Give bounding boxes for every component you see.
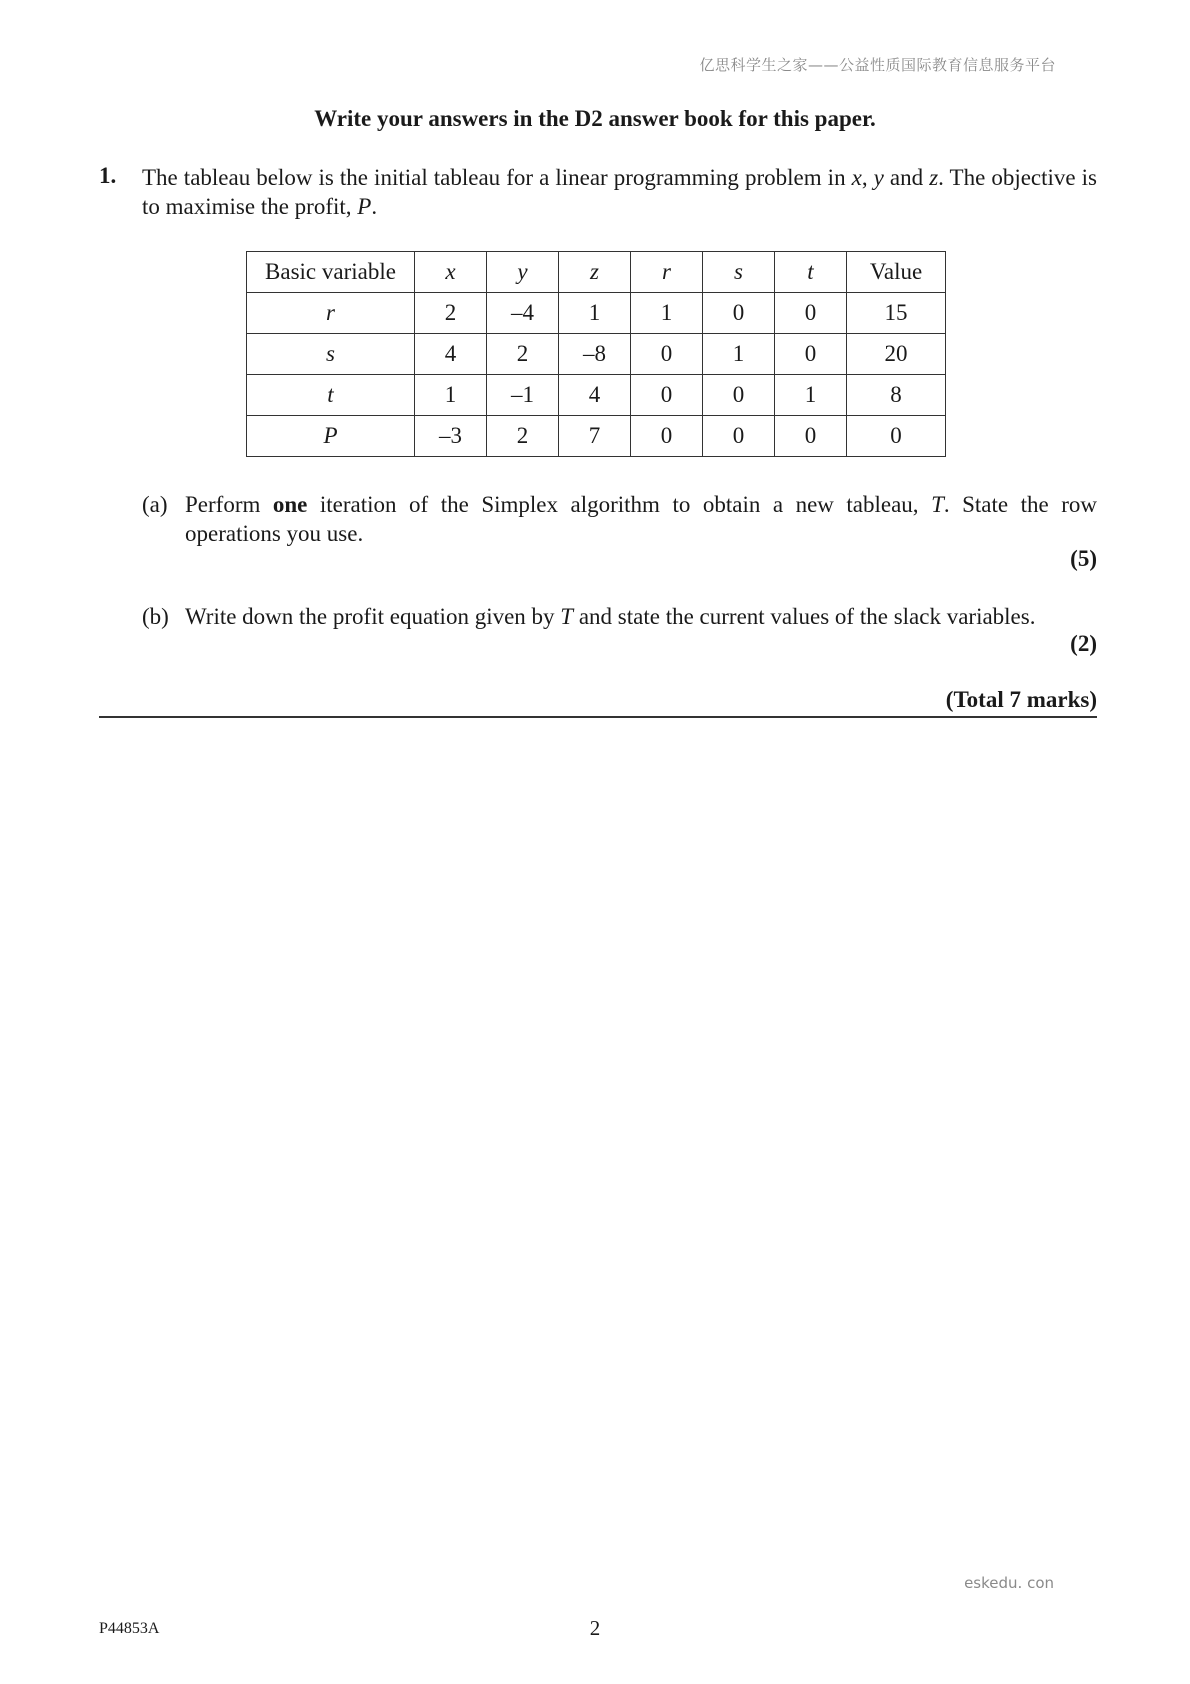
tableau-row <box>247 375 946 416</box>
tableau-cell: 0 <box>775 416 847 457</box>
tableau-cell: 0 <box>775 334 847 375</box>
tableau-header-row <box>247 252 946 293</box>
footer-site: eskedu. con <box>964 1574 1054 1592</box>
tableau-cell: –4 <box>487 293 559 334</box>
tableau-header-cell: Value <box>847 252 946 293</box>
page-number: 2 <box>589 1616 601 1640</box>
tableau-cell: 4 <box>415 334 487 375</box>
tableau-cell: 0 <box>631 334 703 375</box>
tableau-cell: –8 <box>559 334 631 375</box>
tableau-cell: 2 <box>415 293 487 334</box>
tableau-row <box>247 293 946 334</box>
tableau-cell: 0 <box>703 293 775 334</box>
tableau-cell: s <box>247 334 415 375</box>
part-a-text: Perform one iteration of the Simplex algorithm to obtain a new tableau, T. State the row operations you use. <box>185 492 1097 546</box>
question-stem: The tableau below is the initial tableau for a linear programming problem in x, y and z. The objective is to maximise the profit, P. <box>142 165 1098 219</box>
tableau-header-cell: s <box>703 252 775 293</box>
tableau-cell: 0 <box>703 416 775 457</box>
part-a-marks: (5) <box>1070 546 1097 571</box>
tableau-cell: 0 <box>631 416 703 457</box>
tableau-row <box>247 334 946 375</box>
paper-code: P44853A <box>99 1620 160 1637</box>
tableau-cell: P <box>247 416 415 457</box>
tableau-row <box>247 416 946 457</box>
tableau-cell: 2 <box>487 334 559 375</box>
tableau-cell: 1 <box>559 293 631 334</box>
tableau-cell: 0 <box>703 375 775 416</box>
instruction-heading: Write your answers in the D2 answer book for this paper. <box>314 106 876 131</box>
tableau-header-cell: r <box>631 252 703 293</box>
tableau-cell: t <box>247 375 415 416</box>
tableau-cell: 1 <box>631 293 703 334</box>
tableau-header-cell: Basic variable <box>247 252 415 293</box>
question-number: 1. <box>99 163 117 188</box>
tableau-cell: 7 <box>559 416 631 457</box>
tableau-cell: 1 <box>703 334 775 375</box>
tableau-cell: 0 <box>847 416 946 457</box>
tableau-header-cell: x <box>415 252 487 293</box>
tableau-cell: 15 <box>847 293 946 334</box>
part-b-text: Write down the profit equation given by T and state the current values of the slack variables. <box>185 604 1036 629</box>
part-a-label: (a) <box>142 492 168 517</box>
simplex-tableau <box>246 251 946 457</box>
part-b-label: (b) <box>142 604 169 629</box>
tableau-cell: 1 <box>415 375 487 416</box>
tableau-cell: –3 <box>415 416 487 457</box>
tableau-header-cell: t <box>775 252 847 293</box>
tableau-cell: 0 <box>631 375 703 416</box>
watermark-text: 亿思科学生之家——公益性质国际教育信息服务平台 <box>699 56 1056 74</box>
total-marks: (Total 7 marks) <box>945 687 1097 712</box>
tableau-cell: 20 <box>847 334 946 375</box>
tableau-cell: 8 <box>847 375 946 416</box>
tableau-cell: –1 <box>487 375 559 416</box>
tableau-header-cell: y <box>487 252 559 293</box>
question-divider <box>99 716 1097 718</box>
tableau-header-cell: z <box>559 252 631 293</box>
tableau-cell: 4 <box>559 375 631 416</box>
tableau-cell: 2 <box>487 416 559 457</box>
part-b-marks: (2) <box>1070 631 1097 656</box>
tableau-cell: 1 <box>775 375 847 416</box>
tableau-cell: r <box>247 293 415 334</box>
tableau-cell: 0 <box>775 293 847 334</box>
